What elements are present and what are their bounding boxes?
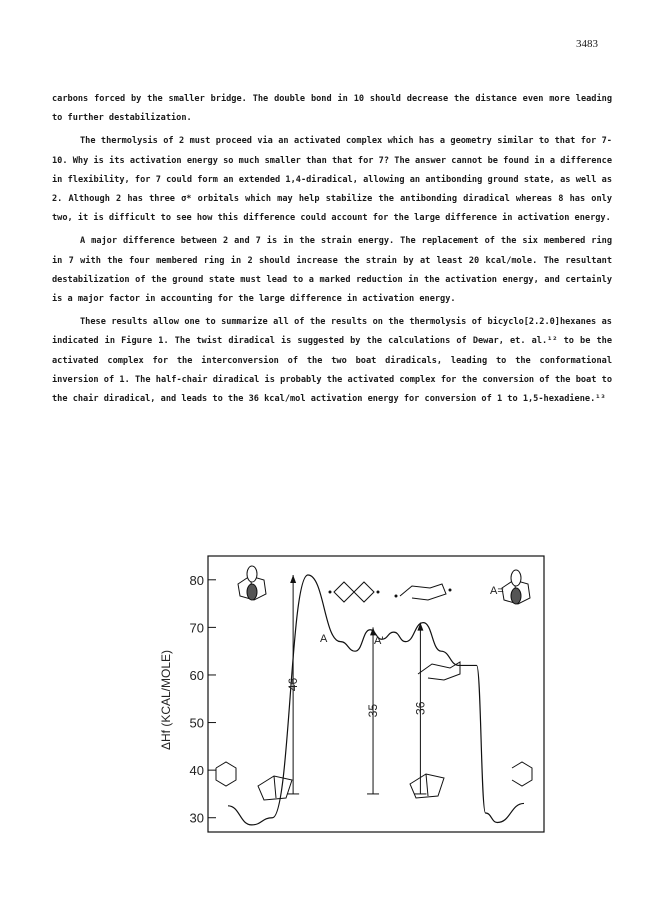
barrier-label: 36 — [413, 701, 428, 715]
y-tick-label: 50 — [189, 715, 204, 731]
barrier-arrowhead — [417, 623, 423, 631]
half-chair-diradical-icon — [395, 584, 451, 600]
key-label: A= — [490, 585, 504, 597]
paragraph-3: A major difference between 2 and 7 is in the strain energy. The replacement of the six membered ring in 7 with the four membered ring in 2 should increase the strain by at least 20 kcal/mole. The resultant destabilization of the ground state must lead to a marked reduction in the activation energy, and certainly is a major factor in accounting for the large difference in activation energy. — [52, 236, 612, 305]
orbital-key-icon — [502, 570, 530, 604]
barrier-label: 46 — [286, 677, 301, 692]
page-number: 3483 — [576, 38, 598, 50]
minimum-label-a: A — [320, 633, 328, 645]
energy-diagram — [156, 550, 551, 835]
hexadiene-left-icon — [216, 762, 236, 786]
chair-diradical-icon — [418, 662, 460, 680]
barrier-arrowhead — [290, 575, 296, 583]
bicyclohexane-left-icon — [258, 776, 292, 800]
y-tick-label: 60 — [189, 667, 204, 683]
y-tick-label: 80 — [189, 572, 204, 588]
barrier-arrows — [286, 575, 427, 794]
twist-diradical-icon — [329, 582, 379, 602]
hexadiene-right-icon — [512, 762, 532, 786]
orbital-structure-icon — [238, 566, 266, 600]
y-axis-ticks — [190, 573, 216, 826]
paragraph-4: These results allow one to summarize all of the results on the thermolysis of bicyclo[2.2.0]hexanes as indicated in Figure 1. The twist diradical is suggested by the calculations of Dewar, et. al.¹² to be the activated complex for the interconversion of the two boat diradicals, leading to the conformational inversion of 1. The half-chair diradical is probably the activated complex for the conversion of the boat to the chair diradical, and leads to the 36 kcal/mol activation energy for conversion of 1 to 1,5-hexadiene.¹³ — [52, 317, 612, 405]
y-tick-label: 40 — [189, 763, 204, 779]
energy-profile-curve — [228, 575, 524, 825]
paragraph-1: carbons forced by the smaller bridge. The double bond in 10 should decrease the distance even more leading to further destabilization. — [52, 94, 612, 124]
minimum-label-a-prime: A' — [374, 635, 384, 647]
barrier-label: 35 — [366, 703, 381, 718]
body-text — [52, 90, 612, 413]
y-tick-label: 70 — [189, 620, 204, 636]
paragraph-2: The thermolysis of 2 must proceed via an activated complex which has a geometry similar to that for 7-10. Why is its activation energy so much smaller than that for 7? The answer cannot be found in a difference in flexibility, for 7 could form an extended 1,4-diradical, allowing an antibonding ground state, as well as 2. Although 2 has three σ* orbitals which may help stabilize the antibonding diradical whereas 8 has only two, it is difficult to see how this difference could account for the large difference in activation energy. — [52, 136, 612, 224]
y-axis-label: ΔHf (KCAL/MOLE) — [159, 649, 173, 751]
figure-1 — [156, 550, 551, 835]
y-tick-label: 30 — [189, 810, 204, 826]
